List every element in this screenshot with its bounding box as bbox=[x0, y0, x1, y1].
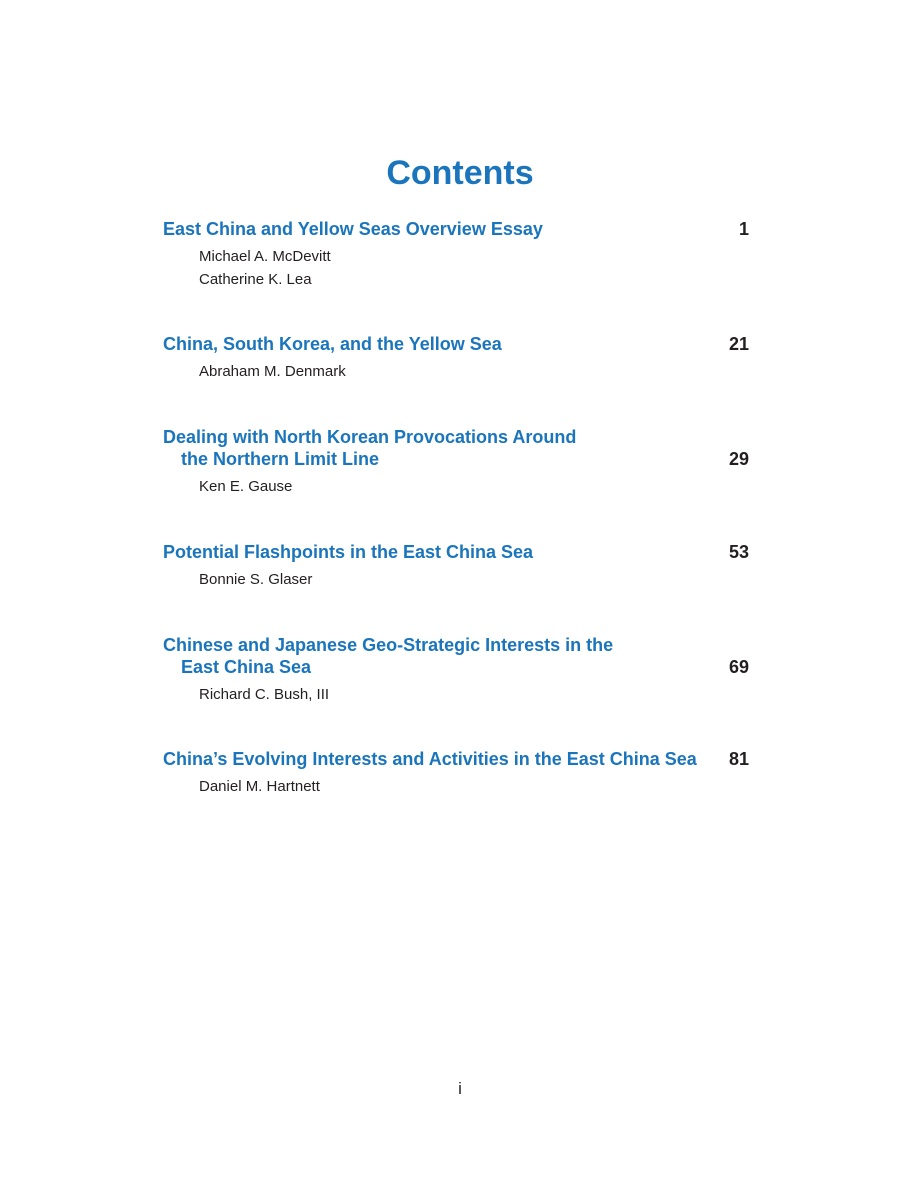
toc-entry-authors bbox=[163, 568, 749, 591]
toc-entry-title-line: Potential Flashpoints in the East China Sea bbox=[163, 542, 534, 562]
toc-entry-title[interactable] bbox=[163, 218, 703, 240]
toc-entry bbox=[163, 541, 749, 591]
toc-entry-title[interactable] bbox=[163, 426, 703, 470]
toc-entry-title[interactable] bbox=[163, 333, 703, 355]
toc-entry bbox=[163, 634, 749, 706]
toc-entry-title[interactable] bbox=[163, 748, 723, 770]
toc-entry bbox=[163, 426, 749, 498]
toc-entry-page-number: 53 bbox=[728, 542, 749, 562]
toc-entry-title[interactable] bbox=[163, 634, 703, 678]
toc-entry-title-line: China, South Korea, and the Yellow Sea bbox=[163, 334, 502, 354]
toc-entry-authors bbox=[163, 475, 749, 498]
toc-entry-title-line: China’s Evolving Interests and Activities in the East China Sea bbox=[163, 749, 697, 769]
author-name: Bonnie S. Glaser bbox=[199, 571, 313, 588]
author-name: Daniel M. Hartnett bbox=[199, 778, 320, 795]
page-number-folio: i bbox=[458, 1079, 462, 1098]
toc-entry-title[interactable] bbox=[163, 541, 703, 563]
toc-entry bbox=[163, 748, 749, 798]
page-title: Contents bbox=[386, 154, 534, 192]
author-name: Michael A. McDevitt bbox=[199, 248, 331, 265]
toc-entry-page-number: 1 bbox=[738, 219, 749, 239]
toc-entry-page-number: 81 bbox=[728, 749, 749, 769]
toc-entry-title-line: Chinese and Japanese Geo-Strategic Interests in the bbox=[163, 635, 614, 655]
toc-entry-page-number: 21 bbox=[728, 334, 749, 354]
toc-entry-title-line: East China and Yellow Seas Overview Essay bbox=[163, 219, 543, 239]
toc-entry-title-line: the Northern Limit Line bbox=[181, 449, 379, 469]
toc-entry-page-number: 69 bbox=[728, 657, 749, 677]
toc-entry-title-line: Dealing with North Korean Provocations Around bbox=[163, 427, 577, 447]
toc-entry-title-line: East China Sea bbox=[181, 657, 312, 677]
toc-entry-authors bbox=[163, 360, 749, 383]
toc-entry-authors bbox=[163, 245, 749, 291]
author-name: Abraham M. Denmark bbox=[199, 363, 346, 380]
toc-entry bbox=[163, 333, 749, 383]
toc-entry-authors bbox=[163, 775, 749, 798]
author-name: Ken E. Gause bbox=[199, 478, 293, 495]
toc-entry bbox=[163, 218, 749, 291]
toc-entry-authors bbox=[163, 683, 749, 706]
toc-entry-page-number: 29 bbox=[728, 449, 749, 469]
author-name: Catherine K. Lea bbox=[199, 271, 312, 288]
author-name: Richard C. Bush, III bbox=[199, 686, 330, 703]
